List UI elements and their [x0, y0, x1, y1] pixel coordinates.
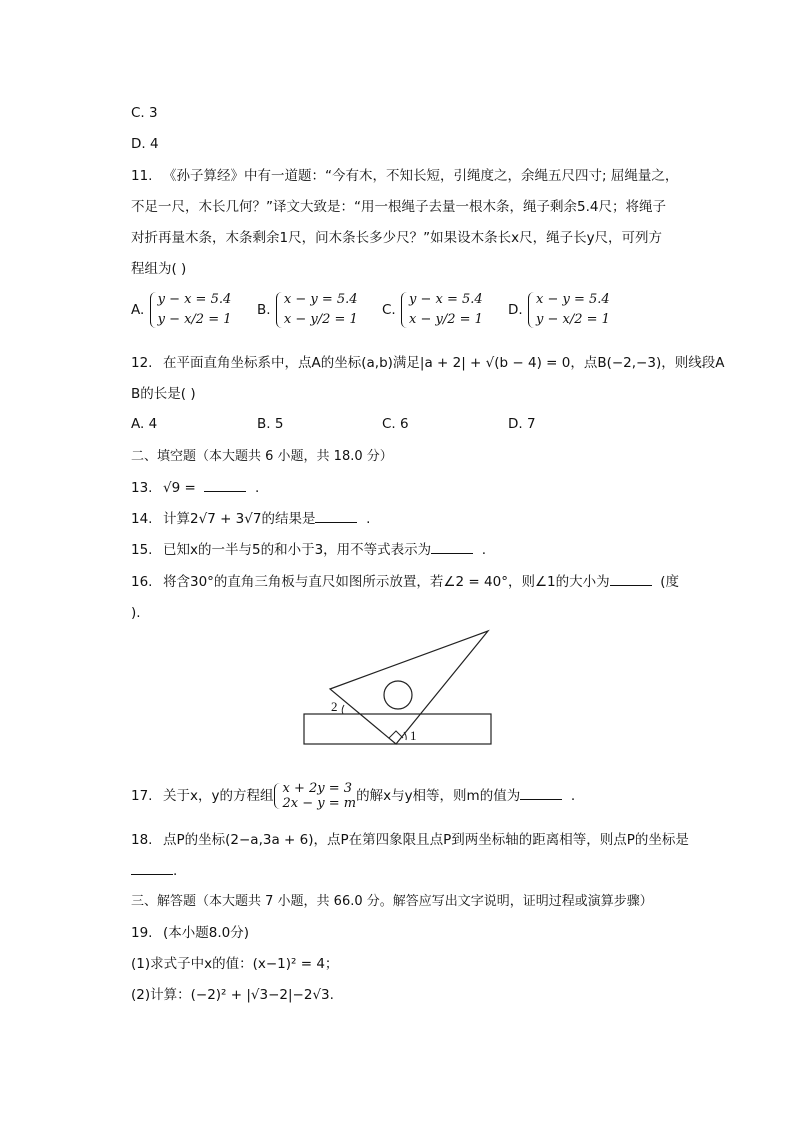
- q12-option-c: C. 6: [382, 416, 409, 432]
- q11-option-d-system: [527, 290, 610, 330]
- q16-text: 将含30°的直角三角板与直尺如图所示放置，若∠2 = 40°，则∠1的大小为: [163, 574, 610, 590]
- eq: y − x/2 = 1: [535, 312, 610, 327]
- eq: x + 2y = 3: [282, 781, 353, 796]
- q11-line1: [131, 167, 678, 185]
- q12-line2: B的长是( ): [131, 386, 196, 402]
- q12-option-b: B. 5: [257, 416, 284, 432]
- q12-number: 12.: [131, 355, 153, 371]
- q11-option-a-system: [149, 290, 232, 330]
- q18-blank[interactable]: [131, 862, 173, 875]
- q19-part2: (2)计算：(−2)² + |√3−2|−2√3.: [131, 987, 334, 1003]
- section-2-heading: 二、填空题（本大题共 6 小题，共 18.0 分）: [131, 449, 393, 464]
- q11-number: 11.: [131, 168, 153, 184]
- q17-end: .: [570, 788, 576, 804]
- q14-blank[interactable]: [315, 510, 357, 523]
- q11-option-b-system: [275, 290, 358, 330]
- q16-line1: [131, 573, 679, 591]
- q15-end: .: [481, 542, 487, 558]
- q11-line3: 对折再量木条，木条剩余1尺，问木条长多少尺？”如果设木条长x尺，绳子长y尺，可列方: [131, 230, 663, 246]
- angle-label-2: 2: [331, 699, 338, 714]
- q15-text: 已知x的一半与5的和小于3，用不等式表示为: [163, 542, 432, 558]
- q17-blank[interactable]: [520, 787, 562, 800]
- q14-number: 14.: [131, 511, 153, 527]
- q11-line4: 程组为( ): [131, 261, 187, 277]
- eq: x − y/2 = 1: [283, 312, 358, 327]
- eq: 2x − y = m: [282, 796, 357, 811]
- q17-system: [273, 781, 356, 811]
- q13-number: 13.: [131, 480, 153, 496]
- q17-suffix: 的解x与y相等，则m的值为: [356, 788, 521, 804]
- q11-option-d-label: D.: [508, 302, 523, 318]
- q11-option-c-system: [400, 290, 483, 330]
- q13: [131, 479, 259, 497]
- q16-unit: (度: [660, 574, 680, 590]
- q17-prefix: 关于x，y的方程组: [163, 788, 274, 804]
- q10-option-d: D. 4: [131, 136, 159, 152]
- q15-number: 15.: [131, 542, 153, 558]
- q18-line2: [131, 862, 177, 880]
- q10-option-c: C. 3: [131, 105, 158, 121]
- q15-blank[interactable]: [431, 541, 473, 554]
- q17-number: 17.: [131, 788, 153, 804]
- q14-end: .: [366, 511, 371, 527]
- ruler: [304, 714, 491, 744]
- right-angle-mark: [389, 731, 403, 738]
- q11-line2: 不足一尺，木长几何？”译文大致是：“用一根绳子去量一根木条，绳子剩余5.4尺；将绳子: [131, 199, 666, 215]
- q17: [131, 781, 575, 811]
- eq: y − x/2 = 1: [157, 312, 232, 327]
- q14-text: 计算2√7 + 3√7的结果是: [163, 511, 316, 527]
- q16-number: 16.: [131, 574, 153, 590]
- angle-2-arc: [342, 705, 344, 714]
- q18-end: .: [173, 863, 178, 879]
- q12-line1: [131, 354, 724, 372]
- angle-label-1: 1: [410, 728, 417, 743]
- angle-1-arc: [404, 732, 406, 740]
- q16-line2: ).: [131, 605, 141, 621]
- q15: [131, 541, 486, 559]
- eq: y − x = 5.4: [157, 292, 232, 307]
- q19-number: 19.: [131, 925, 153, 941]
- eq: x − y = 5.4: [535, 292, 610, 307]
- triangle-ruler: [330, 631, 488, 744]
- q11-option-c-label: C.: [382, 302, 396, 318]
- q11-text-1: 《孙子算经》中有一道题：“今有木，不知长短，引绳度之，余绳五尺四寸; 屈绳量之，: [163, 168, 679, 184]
- q11-option-a-label: A.: [131, 302, 145, 318]
- eq: x − y/2 = 1: [409, 312, 483, 327]
- q11-option-a: [131, 290, 232, 330]
- q16-blank[interactable]: [610, 573, 652, 586]
- q13-blank[interactable]: [204, 479, 246, 492]
- q19-header-text: (本小题8.0分): [163, 925, 250, 941]
- q12-option-a: A. 4: [131, 416, 158, 432]
- q19-part1: (1)求式子中x的值：(x−1)² = 4；: [131, 956, 339, 972]
- q11-option-b-label: B.: [257, 302, 271, 318]
- triangle-hole: [384, 681, 412, 709]
- q13-text: √9 =: [163, 480, 196, 496]
- q11-option-c: [382, 290, 483, 330]
- q11-option-b: [257, 290, 358, 330]
- eq: y − x = 5.4: [409, 292, 483, 307]
- q12-option-d: D. 7: [508, 416, 536, 432]
- q11-option-d: [508, 290, 610, 330]
- q19-header: [131, 924, 249, 942]
- q12-text-1: 在平面直角坐标系中，点A的坐标(a,b)满足|a + 2| + √(b − 4) = 0，点B(−2,−3)，则线段A: [163, 355, 725, 371]
- eq: x − y = 5.4: [283, 292, 358, 307]
- section-3-heading: 三、解答题（本大题共 7 小题，共 66.0 分。解答应写出文字说明，证明过程或演算步骤）: [131, 894, 653, 909]
- q14: [131, 510, 370, 528]
- q18-line1: [131, 831, 689, 849]
- q18-text: 点P的坐标(2−a,3a + 6)，点P在第四象限且点P到两坐标轴的距离相等，则点P的坐标是: [163, 832, 689, 848]
- q13-end: .: [254, 480, 260, 496]
- q18-number: 18.: [131, 832, 153, 848]
